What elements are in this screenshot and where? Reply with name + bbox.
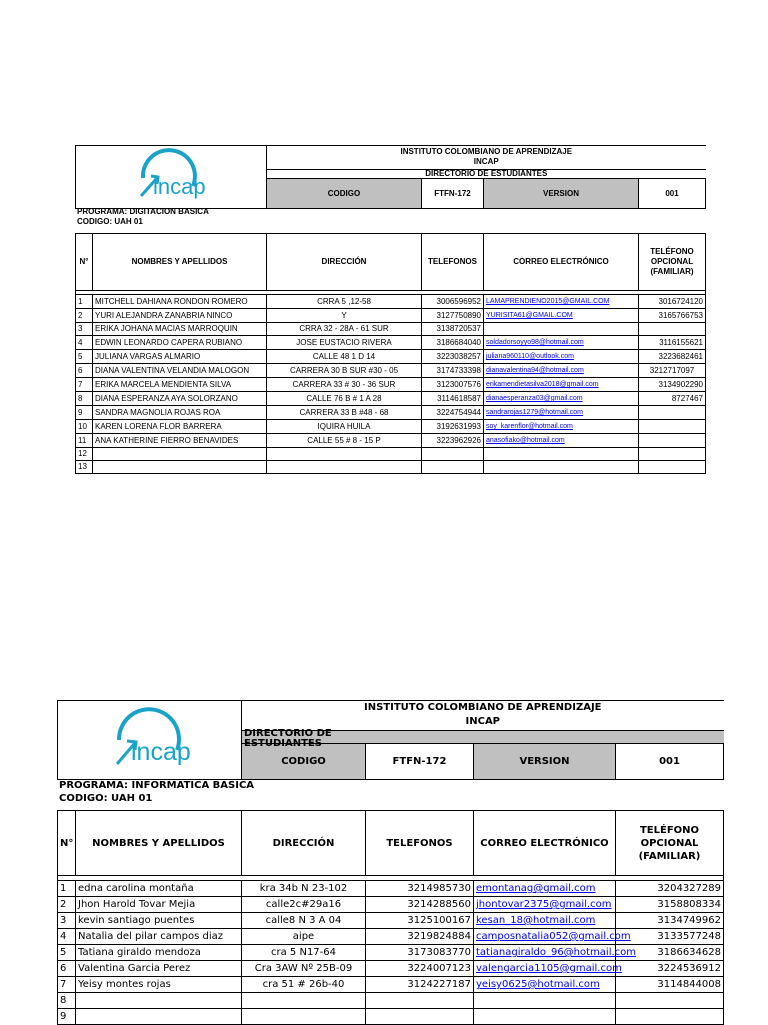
- student-phone: 3114618587: [422, 392, 484, 406]
- student-phone: 3006596952: [422, 295, 484, 309]
- code-label: CODIGO: [267, 179, 422, 209]
- table-row: [58, 897, 724, 913]
- student-optional-phone: 3116155621: [639, 336, 706, 350]
- student-name: kevin santiago puentes: [76, 913, 242, 929]
- row-number: 3: [76, 323, 93, 336]
- table-row: [76, 434, 706, 448]
- student-phone: 3214985730: [366, 881, 474, 897]
- student-email-link[interactable]: camposnatalia052@gmail.com: [476, 931, 631, 942]
- svg-text:incap: incap: [130, 738, 191, 766]
- student-address: Cra 3AW Nº 25B-09: [242, 961, 366, 977]
- row-number: 1: [76, 295, 93, 309]
- table-row: [76, 364, 706, 378]
- table-row: [58, 977, 724, 993]
- student-name: KAREN LORENA FLOR BARRERA: [93, 420, 267, 434]
- student-name: [76, 993, 242, 1009]
- row-number: 1: [58, 881, 76, 897]
- student-email-link[interactable]: valengarcia1105@gmail.com: [476, 963, 622, 974]
- student-email-link[interactable]: sandrarojas1279@hotmail.com: [486, 409, 583, 416]
- student-email-link: [474, 993, 616, 1009]
- student-phone: 3224007123: [366, 961, 474, 977]
- email-cell: [474, 929, 631, 945]
- row-number: 9: [76, 406, 93, 420]
- student-optional-phone: 3016724120: [639, 295, 706, 309]
- institute-name: INSTITUTO COLOMBIANO DE APRENDIZAJE: [400, 147, 573, 157]
- student-address: CRRA 32 - 28A - 61 SUR: [267, 323, 422, 336]
- table-row: [76, 336, 706, 350]
- student-optional-phone: 3158808334: [616, 897, 724, 913]
- student-name: Jhon Harold Tovar Mejia: [76, 897, 242, 913]
- row-number: 9: [58, 1009, 76, 1025]
- student-optional-phone: [639, 420, 706, 434]
- student-optional-phone: [616, 1009, 724, 1025]
- row-number: 5: [76, 350, 93, 364]
- svg-text:incap: incap: [153, 174, 206, 199]
- student-optional-phone: 3204327289: [616, 881, 724, 897]
- table-row: [76, 392, 706, 406]
- student-phone: 3174733398: [422, 364, 484, 378]
- email-cell: [484, 392, 639, 406]
- table-row: [76, 378, 706, 392]
- student-name: edna carolina montaña: [76, 881, 242, 897]
- student-optional-phone: 3165766753: [639, 309, 706, 323]
- email-cell: [484, 295, 639, 309]
- institute-short-name: INCAP: [473, 157, 499, 167]
- table-row: [76, 295, 706, 309]
- student-address: [242, 1009, 366, 1025]
- student-email-link[interactable]: soldadorsoyyo98@hotmail.com: [486, 339, 584, 346]
- row-number: 6: [58, 961, 76, 977]
- table-row: [58, 945, 724, 961]
- institute-short-name: INCAP: [465, 716, 501, 728]
- student-phone: 3223038257: [422, 350, 484, 364]
- student-address: kra 34b N 23-102: [242, 881, 366, 897]
- row-number: 2: [76, 309, 93, 323]
- email-cell: [484, 434, 639, 448]
- email-cell: [474, 977, 616, 993]
- header-table: [75, 145, 706, 209]
- student-optional-phone: [639, 406, 706, 420]
- col-header-number: N°: [76, 234, 93, 291]
- row-number: 4: [58, 929, 76, 945]
- student-name: Natalia del pilar campos diaz: [76, 929, 242, 945]
- table-row: [76, 323, 706, 336]
- student-optional-phone: 3223682461: [639, 350, 706, 364]
- row-number: 7: [76, 378, 93, 392]
- directory-title: DIRECTORIO DE ESTUDIANTES: [267, 169, 706, 178]
- col-header-number: N°: [58, 811, 76, 876]
- student-address: aipe: [242, 929, 366, 945]
- table-row: [76, 406, 706, 420]
- row-number: 12: [76, 448, 93, 461]
- student-optional-phone: 3114844008: [616, 977, 724, 993]
- student-phone: [366, 993, 474, 1009]
- student-optional-phone: 3212717097: [639, 364, 706, 378]
- student-optional-phone: 3224536912: [616, 961, 724, 977]
- student-email-link[interactable]: tatianagiraldo_96@hotmail.com: [476, 947, 637, 958]
- student-directory-sheet-2: [57, 700, 724, 1025]
- student-optional-phone: [616, 993, 724, 1009]
- student-address: CALLE 76 B # 1 A 28: [267, 392, 422, 406]
- student-address: cra 51 # 26b-40: [242, 977, 366, 993]
- col-header-email: CORREO ELECTRÓNICO: [484, 234, 639, 291]
- student-email-link[interactable]: dianaesperanza03@gmail.com: [486, 395, 583, 402]
- student-optional-phone: [639, 448, 706, 461]
- student-phone: 3173083770: [366, 945, 474, 961]
- row-number: 3: [58, 913, 76, 929]
- student-email-link: [474, 1009, 616, 1025]
- col-header-optional-phone: TELÉFONO OPCIONAL (FAMILIAR): [639, 234, 706, 291]
- student-phone: 3138720537: [422, 323, 484, 336]
- student-address: JOSE EUSTACIO RIVERA: [267, 336, 422, 350]
- student-optional-phone: 3134749962: [616, 913, 724, 929]
- students-table: [75, 233, 706, 474]
- row-number: 2: [58, 897, 76, 913]
- student-email-link[interactable]: jhontovar2375@gmail.com: [476, 899, 612, 910]
- student-email-link: [484, 448, 639, 461]
- student-email-link[interactable]: emontanag@gmail.com: [476, 883, 596, 894]
- student-phone: 3123007576: [422, 378, 484, 392]
- col-header-address: DIRECCIÓN: [267, 234, 422, 291]
- student-phone: 3224754944: [422, 406, 484, 420]
- student-name: SANDRA MAGNOLIA ROJAS ROA: [93, 406, 267, 420]
- student-email-link[interactable]: anasofiako@hotmail.com: [486, 437, 565, 444]
- table-row: [58, 881, 724, 897]
- student-name: [93, 461, 267, 474]
- row-number: 6: [76, 364, 93, 378]
- col-header-address: DIRECCIÓN: [242, 811, 366, 876]
- email-cell: [474, 897, 616, 913]
- student-phone: 3219824884: [366, 929, 474, 945]
- student-email-link: [484, 461, 639, 474]
- student-address: [267, 461, 422, 474]
- email-cell: [484, 336, 639, 350]
- row-number: 5: [58, 945, 76, 961]
- student-name: [93, 448, 267, 461]
- student-optional-phone: [639, 323, 706, 336]
- student-optional-phone: 8727467: [639, 392, 706, 406]
- table-header-row: [58, 811, 724, 876]
- student-phone: [422, 461, 484, 474]
- student-address: [267, 448, 422, 461]
- student-optional-phone: 3134902290: [639, 378, 706, 392]
- student-email-link[interactable]: yeisy0625@hotmail.com: [476, 979, 600, 990]
- directory-title: DIRECTORIO DE ESTUDIANTES: [242, 730, 724, 743]
- table-row: [58, 1009, 724, 1025]
- incap-logo-icon: [107, 710, 193, 770]
- program-name: PROGRAMA: DIGITACION BASICA: [77, 207, 209, 216]
- student-name: ANA KATHERINE FIERRO BENAVIDES: [93, 434, 267, 448]
- student-name: ERIKA JOHANA MACIAS MARROQUIN: [93, 323, 267, 336]
- institute-name: INSTITUTO COLOMBIANO DE APRENDIZAJE: [364, 702, 602, 714]
- email-cell: [484, 364, 639, 378]
- student-email-link[interactable]: dianavalentina94@hotmail.com: [486, 367, 584, 374]
- row-number: 11: [76, 434, 93, 448]
- table-row: [58, 913, 724, 929]
- student-email-link[interactable]: YURISITA61@GMAIL.COM: [486, 312, 573, 319]
- student-email-link[interactable]: juliana960110@outlook.com: [486, 353, 574, 360]
- col-header-phone: TELEFONOS: [422, 234, 484, 291]
- student-address: CARRERA 33 # 30 - 36 SUR: [267, 378, 422, 392]
- student-name: EDWIN LEONARDO CAPERA RUBIANO: [93, 336, 267, 350]
- row-number: 10: [76, 420, 93, 434]
- table-header-row: [76, 234, 706, 291]
- student-address: calle8 N 3 A 04: [242, 913, 366, 929]
- student-optional-phone: 3186634628: [616, 945, 724, 961]
- version-value: 001: [639, 179, 706, 209]
- student-address: CARRERA 30 B SUR #30 - 05: [267, 364, 422, 378]
- student-name: Tatiana giraldo mendoza: [76, 945, 242, 961]
- email-cell: [484, 350, 639, 364]
- student-email-link[interactable]: kesan_18@hotmail.com: [476, 915, 596, 926]
- col-header-name: NOMBRES Y APELLIDOS: [93, 234, 267, 291]
- code-value: FTFN-172: [366, 744, 474, 780]
- col-header-name: NOMBRES Y APELLIDOS: [76, 811, 242, 876]
- student-address: CALLE 55 # 8 - 15 P: [267, 434, 422, 448]
- student-phone: 3125100167: [366, 913, 474, 929]
- code-label: CODIGO: [242, 744, 366, 780]
- student-phone: [422, 448, 484, 461]
- student-name: YURI ALEJANDRA ZANABRIA NINCO: [93, 309, 267, 323]
- email-cell: [474, 945, 637, 961]
- student-name: JULIANA VARGAS ALMARIO: [93, 350, 267, 364]
- email-cell: [474, 961, 622, 977]
- student-optional-phone: 3133577248: [616, 929, 724, 945]
- student-name: ERIKA MARCELA MENDIENTA SILVA: [93, 378, 267, 392]
- code-value: FTFN-172: [422, 179, 484, 209]
- email-cell: [474, 913, 616, 929]
- row-number: 7: [58, 977, 76, 993]
- incap-logo-icon: [131, 152, 211, 202]
- student-name: DIANA VALENTINA VELANDIA MALOGON: [93, 364, 267, 378]
- col-header-phone: TELEFONOS: [366, 811, 474, 876]
- student-name: MITCHELL DAHIANA RONDON ROMERO: [93, 295, 267, 309]
- email-cell: [484, 420, 639, 434]
- student-phone: 3124227187: [366, 977, 474, 993]
- student-optional-phone: [639, 461, 706, 474]
- student-address: [242, 993, 366, 1009]
- logo-cell: [58, 701, 242, 780]
- program-name: PROGRAMA: INFORMATICA BASICA: [59, 780, 255, 791]
- students-table: [57, 810, 724, 1025]
- row-number: 4: [76, 336, 93, 350]
- email-cell: [484, 378, 639, 392]
- student-address: Y: [267, 309, 422, 323]
- email-cell: [474, 881, 616, 897]
- row-number: 8: [76, 392, 93, 406]
- program-code: CODIGO: UAH 01: [77, 217, 143, 226]
- version-label: VERSION: [474, 744, 616, 780]
- student-phone: 3192631993: [422, 420, 484, 434]
- student-phone: 3186684040: [422, 336, 484, 350]
- table-row: [58, 929, 724, 945]
- table-row: [76, 309, 706, 323]
- table-row: [76, 461, 706, 474]
- version-value: 001: [616, 744, 724, 780]
- student-email-link[interactable]: erikamendietasilva2018@gmail.com: [486, 381, 599, 388]
- program-code: CODIGO: UAH 01: [59, 793, 153, 804]
- col-header-email: CORREO ELECTRÓNICO: [474, 811, 616, 876]
- student-address: CARRERA 33 B #48 - 68: [267, 406, 422, 420]
- student-address: CRRA 5 ,12-58: [267, 295, 422, 309]
- student-phone: 3127750890: [422, 309, 484, 323]
- email-cell: [484, 406, 639, 420]
- header-table: [57, 700, 724, 780]
- student-address: cra 5 N17-64: [242, 945, 366, 961]
- student-email-link: [484, 323, 639, 336]
- col-header-optional-phone: TELÉFONO OPCIONAL (FAMILIAR): [616, 811, 724, 876]
- table-row: [58, 993, 724, 1009]
- email-cell: [484, 309, 639, 323]
- student-name: Yeisy montes rojas: [76, 977, 242, 993]
- table-row: [58, 961, 724, 977]
- student-name: DIANA ESPERANZA AYA SOLORZANO: [93, 392, 267, 406]
- version-label: VERSION: [484, 179, 639, 209]
- student-name: Valentina Garcia Perez: [76, 961, 242, 977]
- student-optional-phone: [639, 434, 706, 448]
- student-address: CALLE 48 1 D 14: [267, 350, 422, 364]
- student-email-link[interactable]: LAMAPRENDIENO2015@GMAIL.COM: [486, 298, 610, 305]
- student-name: [76, 1009, 242, 1025]
- logo-cell: [76, 146, 267, 209]
- student-address: calle2c#29a16: [242, 897, 366, 913]
- student-phone: 3223962926: [422, 434, 484, 448]
- table-row: [76, 420, 706, 434]
- row-number: 8: [58, 993, 76, 1009]
- table-row: [76, 448, 706, 461]
- row-number: 13: [76, 461, 93, 474]
- student-email-link[interactable]: soy_karenflor@hotmail.com: [486, 423, 573, 430]
- student-phone: 3214288560: [366, 897, 474, 913]
- student-address: IQUIRA HUILA: [267, 420, 422, 434]
- table-row: [76, 350, 706, 364]
- student-directory-sheet-1: [75, 145, 706, 474]
- student-phone: [366, 1009, 474, 1025]
